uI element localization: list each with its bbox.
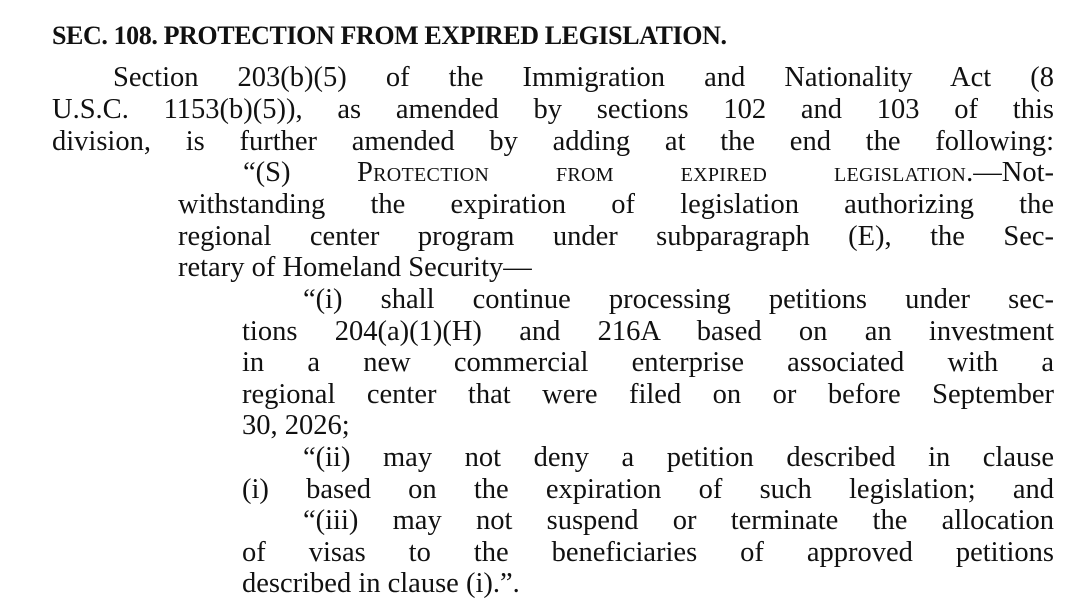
subparagraph-open-quote: “(S) — [243, 157, 357, 188]
clause-iii-line-3: described in clause (i).”. — [242, 568, 520, 599]
clause-i-line-1: “(i) shall continue processing petitions under sec- — [303, 284, 1054, 315]
intro-line-3: division, is further amended by adding at the end the following: — [52, 126, 1054, 157]
subparagraph-caption: Protection from expired legislation — [356, 157, 967, 188]
clause-ii-line-2: (i) based on the expiration of such legislation; and — [242, 474, 1054, 505]
subparagraph-line-4: retary of Homeland Security— — [178, 252, 532, 283]
clause-iii-line-1: “(iii) may not suspend or terminate the allocation — [303, 505, 1054, 536]
subparagraph-caption-tail: .—Not- — [966, 157, 1055, 188]
clause-iii-line-2: of visas to the beneficiaries of approved petitions — [242, 537, 1054, 568]
clause-ii-line-1: “(ii) may not deny a petition described in clause — [303, 442, 1054, 473]
subparagraph-caption-line — [243, 157, 1054, 189]
clause-i-line-4: regional center that were filed on or before September — [242, 379, 1054, 410]
subparagraph-line-2: withstanding the expiration of legislation authorizing the — [178, 189, 1054, 220]
subparagraph-line-3: regional center program under subparagraph (E), the Sec- — [178, 221, 1054, 252]
section-heading: SEC. 108. PROTECTION FROM EXPIRED LEGISLATION. — [52, 21, 727, 50]
clause-i-line-2: tions 204(a)(1)(H) and 216A based on an investment — [242, 316, 1054, 347]
clause-i-line-3: in a new commercial enterprise associated with a — [242, 347, 1054, 378]
clause-i-line-5: 30, 2026; — [242, 410, 350, 441]
intro-line-1: Section 203(b)(5) of the Immigration and Nationality Act (8 — [113, 62, 1054, 93]
intro-line-2: U.S.C. 1153(b)(5)), as amended by sections 102 and 103 of this — [52, 94, 1054, 125]
